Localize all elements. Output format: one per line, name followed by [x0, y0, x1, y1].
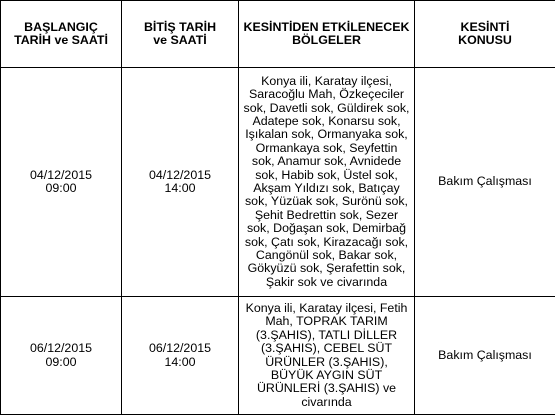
start-date: 04/12/2015	[3, 169, 119, 182]
header-start-datetime	[1, 1, 122, 68]
outage-topic-cell	[415, 68, 555, 297]
areas-line: Gökyüzü sok, Şerafettin sok,	[241, 262, 412, 275]
areas-line: Mah, TOPRAK TARIM	[241, 315, 412, 328]
areas-line: civarında	[241, 396, 412, 409]
header-start-line-1: BAŞLANGIÇ	[3, 21, 119, 34]
areas-line: sok, Çatı sok, Kirazacağı sok,	[241, 236, 412, 249]
header-end-line-2: ve SAATİ	[124, 34, 236, 47]
header-topic-line-1: KESİNTİ	[417, 21, 553, 34]
areas-line: Cangönül sok, Bakar sok,	[241, 249, 412, 262]
areas-line: sok, Habib sok, Üstel sok,	[241, 169, 412, 182]
end-date: 04/12/2015	[124, 169, 236, 182]
areas-line: ÜRÜNLER (3.ŞAHIS),	[241, 356, 412, 369]
end-time: 14:00	[124, 356, 236, 369]
outage-topic-cell	[415, 297, 555, 415]
outage-topic: Bakım Çalışması	[417, 175, 553, 188]
table-row	[1, 68, 555, 297]
areas-line: sok, Davetli sok, Güldirek sok,	[241, 102, 412, 115]
areas-line: BÜYÜK AYGIN SÜT	[241, 369, 412, 382]
areas-line: Ormankaya sok, Seyfettin	[241, 142, 412, 155]
areas-line: Saracoğlu Mah, Özkeçeciler	[241, 88, 412, 101]
header-outage-topic	[415, 1, 555, 68]
areas-line: sok, Anamur sok, Avnidede	[241, 155, 412, 168]
affected-areas-cell	[239, 68, 415, 297]
start-time: 09:00	[3, 182, 119, 195]
affected-areas-cell	[239, 297, 415, 415]
areas-line: Akşam Yıldızı sok, Batıçay	[241, 182, 412, 195]
areas-line: Şakir sok ve civarında	[241, 276, 412, 289]
header-affected-areas	[239, 1, 415, 68]
outage-topic: Bakım Çalışması	[417, 349, 553, 362]
header-areas-line-2: BÖLGELER	[241, 34, 412, 47]
areas-line: sok, Yüzüak sok, Surönü sok,	[241, 195, 412, 208]
areas-line: Konya ili, Karatay ilçesi,	[241, 75, 412, 88]
areas-line: ÜRÜNLERİ (3.ŞAHIS) ve	[241, 382, 412, 395]
header-end-datetime	[122, 1, 239, 68]
header-start-line-2: TARİH ve SAATİ	[3, 34, 119, 47]
areas-line: Işıkalan sok, Ormanyaka sok,	[241, 128, 412, 141]
areas-line: Şehit Bedrettin sok, Sezer	[241, 209, 412, 222]
header-end-line-1: BİTİŞ TARİH	[124, 21, 236, 34]
end-datetime-cell	[122, 68, 239, 297]
header-topic-line-2: KONUSU	[417, 34, 553, 47]
areas-line: Adatepe sok, Konarsu sok,	[241, 115, 412, 128]
start-datetime-cell	[1, 297, 122, 415]
table-row	[1, 297, 555, 415]
areas-line: (3.ŞAHIS), CEBEL SÜT	[241, 342, 412, 355]
areas-line: Konya ili, Karatay ilçesi, Fetih	[241, 302, 412, 315]
end-time: 14:00	[124, 182, 236, 195]
header-areas-line-1: KESİNTİDEN ETKİLENECEK	[241, 21, 412, 34]
end-date: 06/12/2015	[124, 342, 236, 355]
start-datetime-cell	[1, 68, 122, 297]
start-date: 06/12/2015	[3, 342, 119, 355]
table-header-row	[1, 1, 555, 68]
areas-line: sok, Doğaşan sok, Demirbağ	[241, 222, 412, 235]
start-time: 09:00	[3, 356, 119, 369]
end-datetime-cell	[122, 297, 239, 415]
areas-line: (3.ŞAHIS), TATLI DİLLER	[241, 329, 412, 342]
